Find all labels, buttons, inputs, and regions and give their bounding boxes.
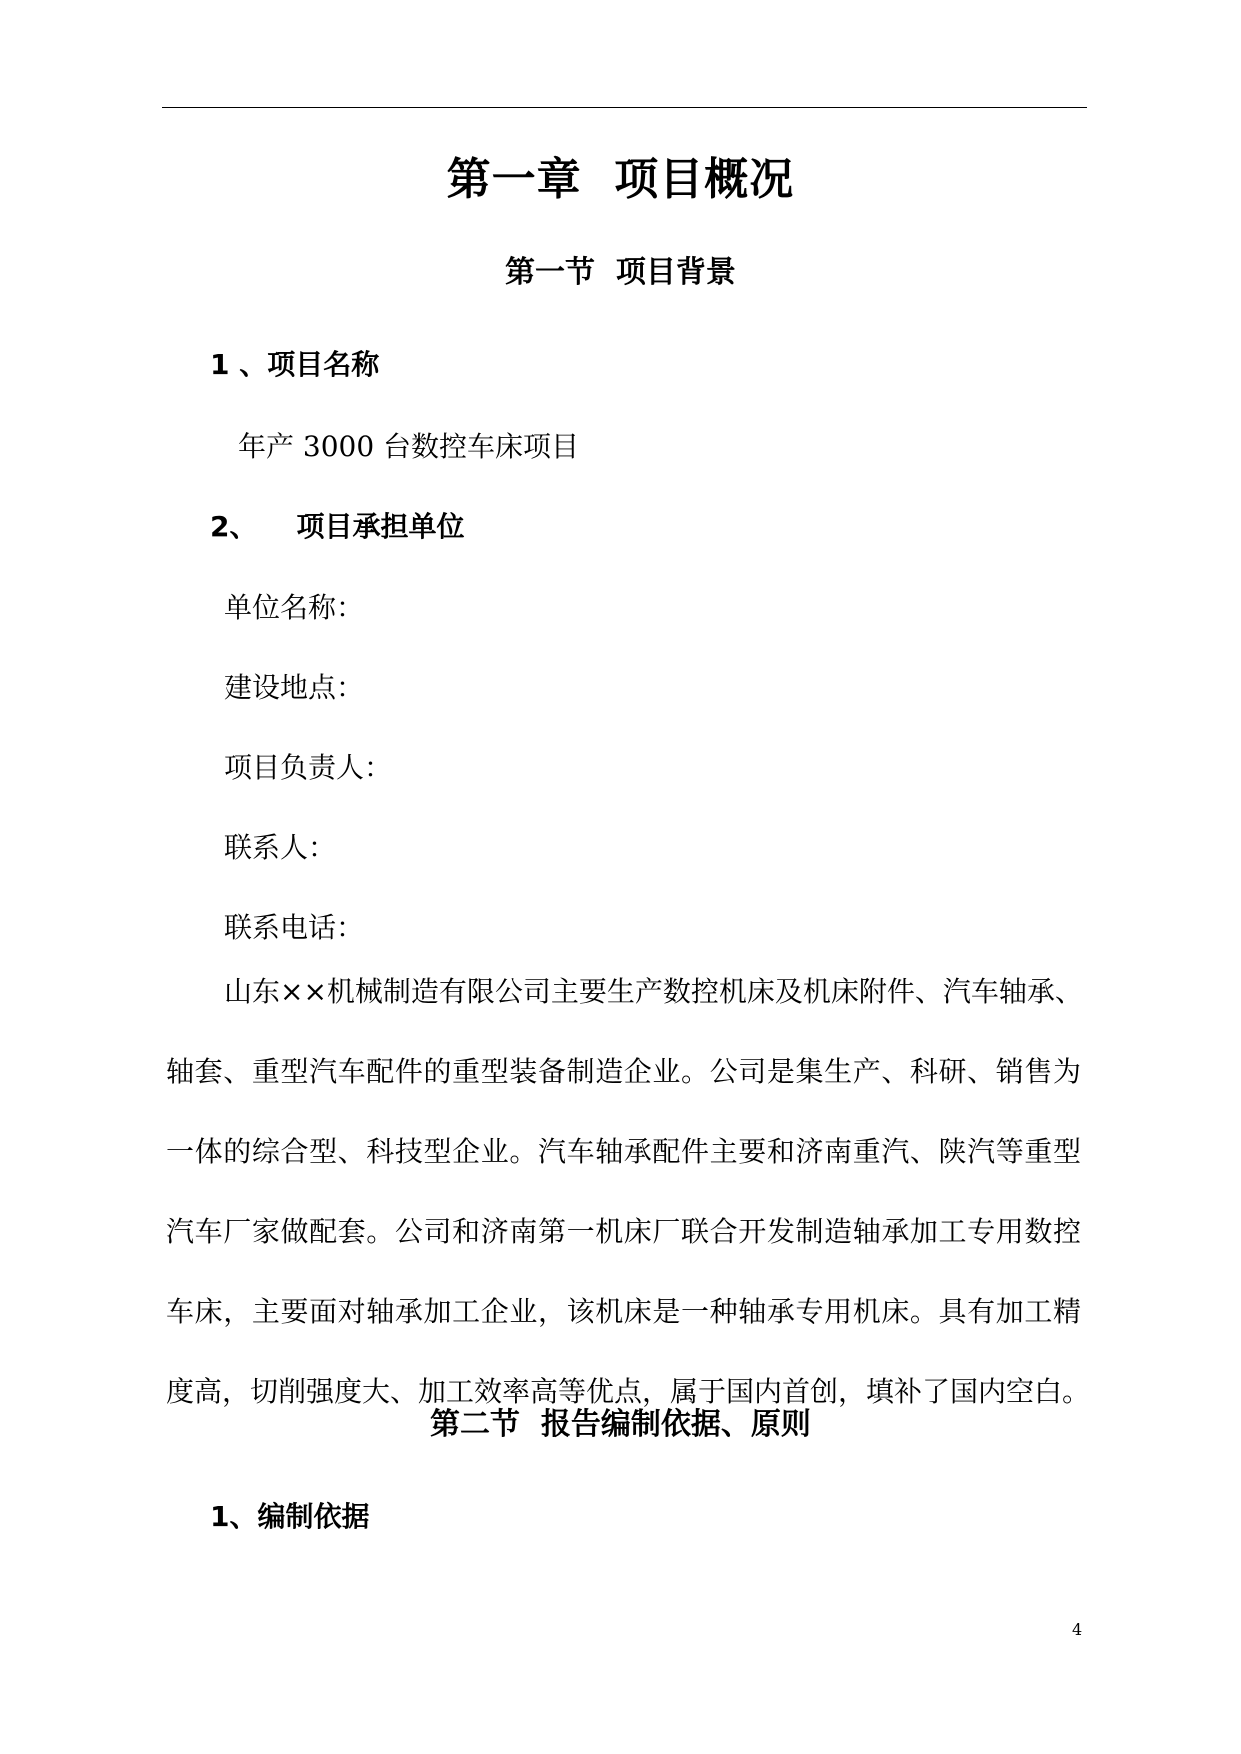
section-title-background: 第一节 项目背景 xyxy=(505,255,736,290)
paragraph-line: 度高，切削强度大、加工效率高等优点，属于国内首创，填补了国内空白。 xyxy=(166,1375,1091,1408)
paragraph-line: 一体的综合型、科技型企业。汽车轴承配件主要和济南重汽、陕汽等重型 xyxy=(166,1135,1081,1168)
chapter-title: 第一章 项目概况 xyxy=(446,154,795,205)
field-contact: 联系人： xyxy=(224,831,337,864)
heading-project-name: 1 、项目名称 xyxy=(210,348,380,381)
paragraph-line: 轴套、重型汽车配件的重型装备制造企业。公司是集生产、科研、销售为 xyxy=(166,1055,1081,1088)
header-rule xyxy=(162,107,1087,108)
page-number: 4 xyxy=(1072,1620,1083,1639)
heading-compilation-basis: 1、编制依据 xyxy=(210,1500,370,1533)
heading-project-undertaker: 2、 项目承担单位 xyxy=(210,510,465,543)
field-responsible-person: 项目负责人： xyxy=(224,751,393,784)
section-title-basis-principles: 第二节 报告编制依据、原则 xyxy=(430,1407,811,1442)
project-name-text: 年产 3000 台数控车床项目 xyxy=(238,430,580,463)
paragraph-line: 山东××机械制造有限公司主要生产数控机床及机床附件、汽车轴承、 xyxy=(224,975,1083,1008)
field-phone: 联系电话： xyxy=(224,911,365,944)
field-unit-name: 单位名称： xyxy=(224,591,365,624)
field-location: 建设地点： xyxy=(224,671,365,704)
paragraph-line: 汽车厂家做配套。公司和济南第一机床厂联合开发制造轴承加工专用数控 xyxy=(166,1215,1081,1248)
company-description-paragraph xyxy=(166,972,1091,1452)
paragraph-line: 车床，主要面对轴承加工企业，该机床是一种轴承专用机床。具有加工精 xyxy=(166,1295,1081,1328)
